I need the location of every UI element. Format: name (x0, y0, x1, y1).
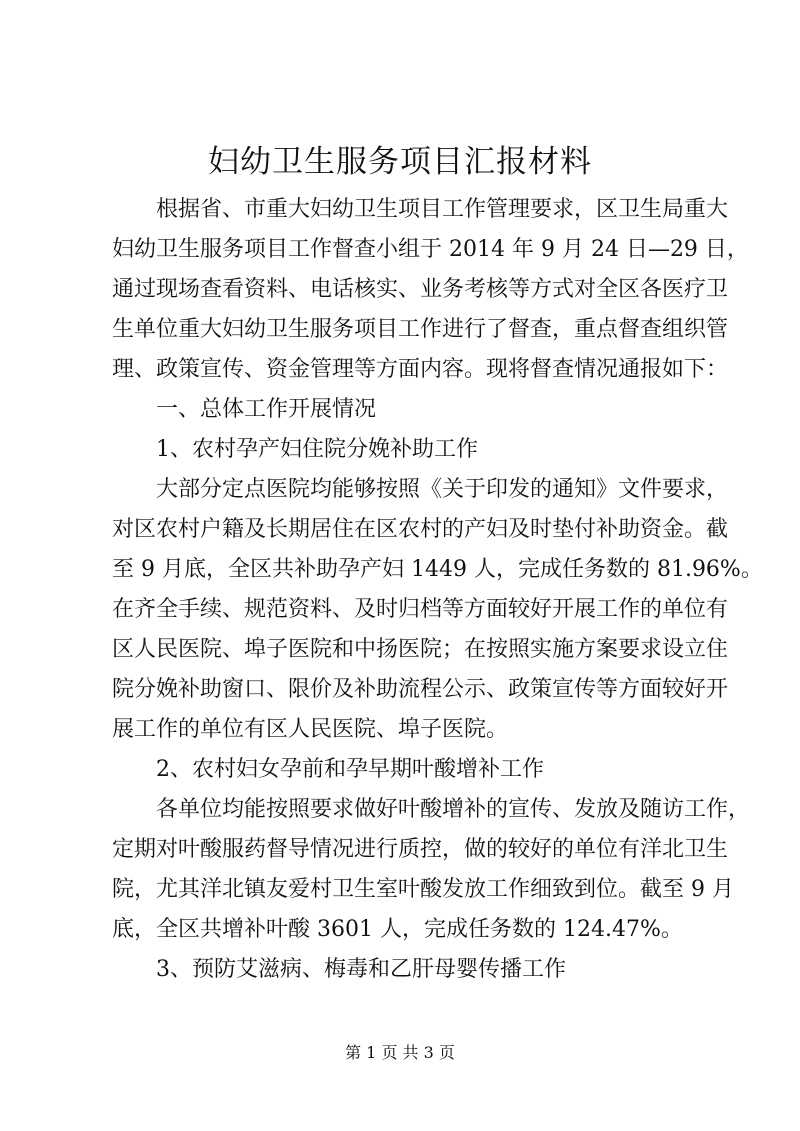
text-line: 根据省、市重大妇幼卫生项目工作管理要求，区卫生局重大 (156, 197, 729, 222)
text-line: 至 9 月底，全区共补助孕产妇 1449 人，完成任务数的 81.96%。 (112, 557, 763, 582)
item-heading: 2、农村妇女孕前和孕早期叶酸增补工作 (156, 757, 544, 782)
item1-paragraph (112, 470, 763, 750)
text-line: 展工作的单位有区人民医院、埠子医院。 (112, 717, 509, 742)
text-line: 区人民医院、埠子医院和中扬医院；在按照实施方案要求设立住 (112, 637, 729, 662)
text-line: 院分娩补助窗口、限价及补助流程公示、政策宣传等方面较好开 (112, 677, 729, 702)
text-line: 理、政策宣传、资金管理等方面内容。现将督查情况通报如下： (112, 357, 729, 382)
text-line: 对区农村户籍及长期居住在区农村的产妇及时垫付补助资金。截 (112, 517, 729, 542)
document-body (112, 190, 763, 990)
item-heading: 3、预防艾滋病、梅毒和乙肝母婴传播工作 (156, 957, 566, 982)
item2-paragraph (112, 790, 751, 950)
text-line: 在齐全手续、规范资料、及时归档等方面较好开展工作的单位有 (112, 597, 729, 622)
text-line: 妇幼卫生服务项目工作督查小组于 2014 年 9 月 24 日—29 日， (112, 237, 749, 262)
text-line: 底，全区共增补叶酸 3601 人，完成任务数的 124.47%。 (112, 917, 683, 942)
section-heading: 一、总体工作开展情况 (156, 397, 377, 422)
text-line: 定期对叶酸服药督导情况进行质控，做的较好的单位有洋北卫生 (112, 837, 729, 862)
item-heading: 1、农村孕产妇住院分娩补助工作 (156, 437, 478, 462)
text-line: 院，尤其洋北镇友爱村卫生室叶酸发放工作细致到位。截至 9 月 (112, 877, 734, 902)
text-line: 生单位重大妇幼卫生服务项目工作进行了督查，重点督查组织管 (112, 317, 729, 342)
page-footer: 第 1 页 共 3 页 (345, 1043, 455, 1062)
text-line: 大部分定点医院均能够按照《关于印发的通知》文件要求， (156, 477, 729, 502)
text-line: 各单位均能按照要求做好叶酸增补的宣传、发放及随访工作， (156, 797, 751, 822)
text-line: 通过现场查看资料、电话核实、业务考核等方式对全区各医疗卫 (112, 277, 729, 302)
intro-paragraph (112, 190, 749, 390)
document-title: 妇幼卫生服务项目汇报材料 (208, 144, 592, 180)
